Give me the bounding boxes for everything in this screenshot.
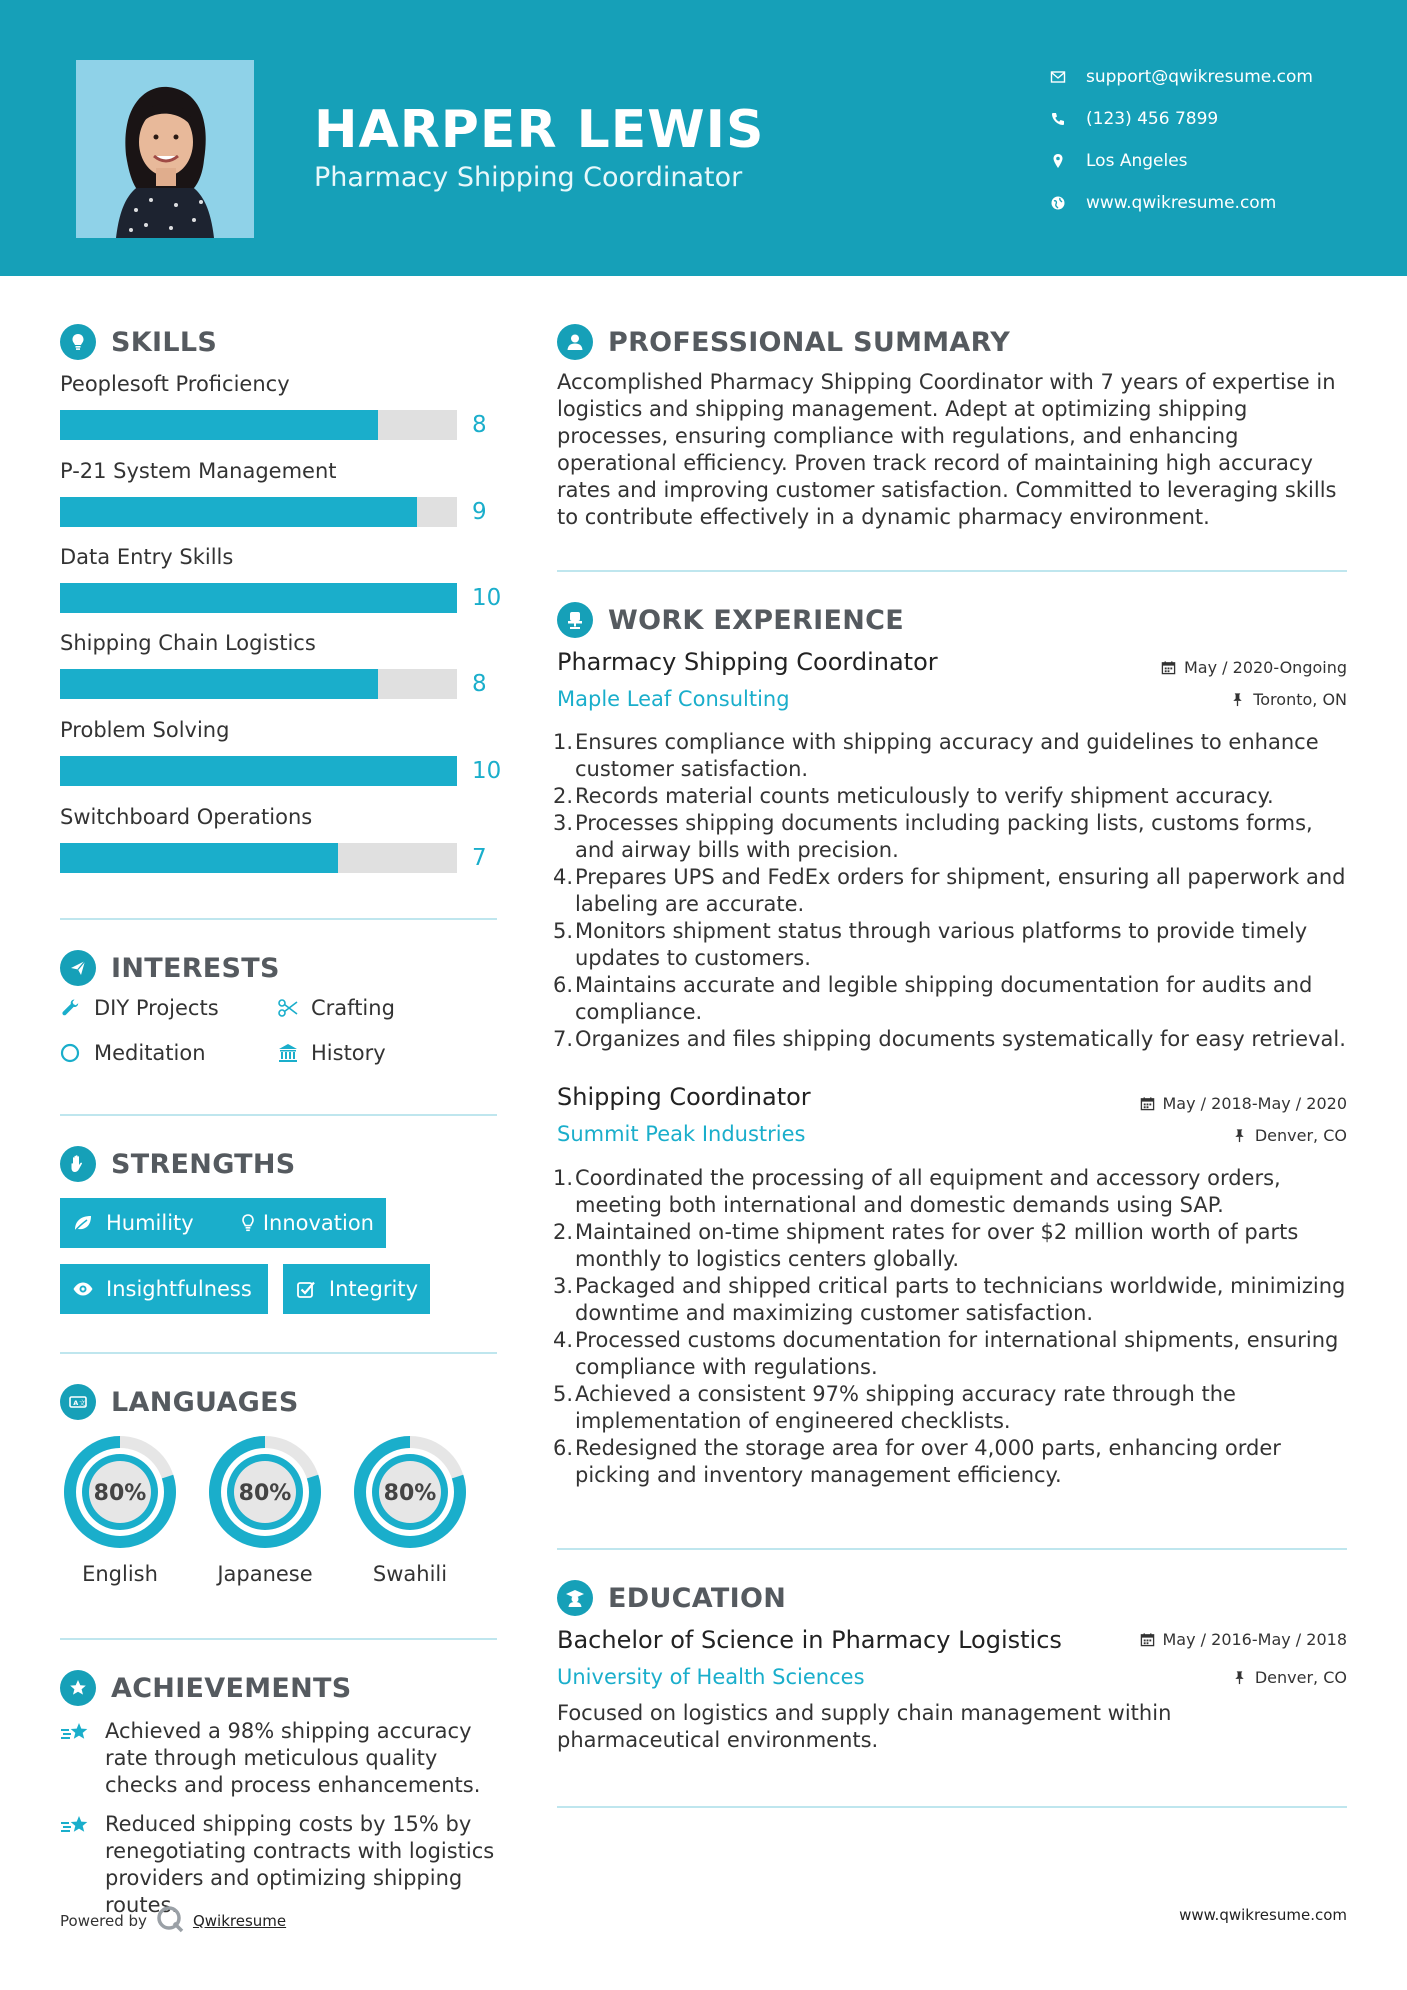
skill-bar [60,497,457,527]
strength-badge [60,1198,226,1248]
leaf-icon [72,1212,106,1234]
education-description: Focused on logistics and supply chain management within pharmaceutical environments. [557,1701,1172,1752]
skill-item [60,716,510,802]
strengths-title: STRENGTHS [111,1148,296,1180]
calendar-icon [1140,1632,1155,1647]
skill-bar [60,756,457,786]
museum-icon [277,1041,311,1065]
skill-name: P-21 System Management [60,459,337,483]
envelope-icon [1050,67,1086,87]
duty-item: 2. Maintained on-time shipment rates for over $2 million worth of parts monthly to logistics centers globally. [553,1220,1299,1271]
qwikresume-logo-icon [155,1904,185,1938]
checkbox-icon [295,1278,329,1300]
language-item [203,1430,327,1586]
shooting-star-icon [60,1718,105,1799]
duty-text: Records material counts meticulously to verify shipment accuracy. [575,784,1274,808]
language-name: Swahili [372,1562,448,1586]
languages-title: LANGUAGES [111,1386,299,1418]
job-company: Maple Leaf Consulting [557,687,790,711]
job-title: Pharmacy Shipping Coordinator [557,648,938,676]
duty-text: Ensures compliance with shipping accuracy and guidelines to enhance customer satisfaction. [575,730,1319,781]
duty-text: Maintained on-time shipment rates for over $2 million worth of parts monthly to logistics centers globally. [575,1220,1299,1271]
interest-item [60,1041,206,1065]
duty-item: 6. Maintains accurate and legible shipping documentation for audits and compliance. [553,973,1313,1024]
achievements-title: ACHIEVEMENTS [111,1672,352,1704]
profile-photo [76,60,254,238]
education-title: EDUCATION [608,1582,787,1614]
section-divider [557,570,1347,572]
skill-value: 8 [472,412,487,438]
duty-item: 4. Processed customs documentation for international shipments, ensuring compliance with regulations. [553,1328,1339,1379]
interest-label: History [311,1041,386,1065]
duty-item: 5. Achieved a consistent 97% shipping accuracy rate through the implementation of engineered checklists. [553,1382,1236,1433]
star-badge-icon [60,1670,96,1706]
language-ring [58,1430,182,1554]
skill-name: Problem Solving [60,718,230,742]
language-percent: 80% [238,1481,292,1506]
pushpin-icon [1230,692,1245,707]
duty-item: 6. Redesigned the storage area for over 4,000 parts, enhancing order picking and inventory management efficiency. [553,1436,1281,1487]
powered-by-text: Powered by [60,1912,147,1930]
skill-value: 10 [472,585,502,611]
language-ring [203,1430,327,1554]
skill-bar-fill [60,843,338,873]
scissors-icon [277,996,311,1020]
section-divider [60,918,497,920]
strength-label: Insightfulness [106,1277,252,1301]
duty-text: Prepares UPS and FedEx orders for shipment, ensuring all paperwork and labeling are accurate. [575,865,1346,916]
map-pin-icon [1050,151,1086,171]
section-divider [60,1638,497,1640]
contact-location-text: Los Angeles [1086,151,1188,171]
section-divider [60,1352,497,1354]
candidate-name: HARPER LEWIS [314,100,765,160]
education-heading [557,1580,786,1616]
education-school: University of Health Sciences [557,1665,865,1689]
skill-name: Peoplesoft Proficiency [60,372,290,396]
strength-label: Integrity [328,1277,418,1301]
contact-location [1050,140,1380,182]
duty-item: 4. Prepares UPS and FedEx orders for shipment, ensuring all paperwork and labeling are accurate. [553,865,1346,916]
contact-website-text: www.qwikresume.com [1086,193,1277,213]
job-company: Summit Peak Industries [557,1122,806,1146]
language-name: Japanese [217,1562,313,1586]
skill-item [60,629,510,715]
section-divider [557,1806,1347,1808]
skill-bar [60,410,457,440]
interest-label: Crafting [311,996,395,1020]
language-percent: 80% [383,1481,437,1506]
lightbulb-icon [60,324,96,360]
duty-text: Maintains accurate and legible shipping documentation for audits and compliance. [575,973,1313,1024]
footer-website[interactable]: www.qwikresume.com [1179,1906,1347,1924]
section-divider [60,1114,497,1116]
strength-label: Humility [106,1211,194,1235]
experience-title: WORK EXPERIENCE [608,604,904,636]
language-name: English [82,1562,158,1586]
job-location-text: Toronto, ON [1253,690,1347,709]
strength-badge [60,1264,268,1314]
contact-list [1050,56,1380,224]
language-percent: 80% [93,1481,147,1506]
job-location [1230,690,1347,709]
education-dates [1140,1630,1348,1649]
user-icon [557,324,593,360]
skill-bar [60,843,457,873]
skill-bar-fill [60,583,457,613]
strength-badge [283,1264,430,1314]
achievement-text: Reduced shipping costs by 15% by renegotiating contracts with logistics providers and optimizing shipping routes. [105,1812,495,1917]
skills-title: SKILLS [111,326,218,358]
education-location-text: Denver, CO [1254,1668,1347,1687]
svg-text:A: A [73,1399,79,1407]
raised-hand-icon [60,1146,96,1182]
skill-item [60,543,510,629]
education-degree: Bachelor of Science in Pharmacy Logistics [557,1626,1062,1654]
duty-text: Processes shipping documents including packing lists, customs forms, and airway bills with precision. [575,811,1313,862]
circle-icon [60,1041,94,1065]
duty-text: Redesigned the storage area for over 4,000 parts, enhancing order picking and inventory management efficiency. [575,1436,1281,1487]
paper-plane-icon [60,950,96,986]
svg-text:文: 文 [79,1399,86,1407]
education-location [1232,1668,1347,1687]
phone-icon [1050,109,1086,129]
skill-name: Data Entry Skills [60,545,234,569]
briefcase-chair-icon [557,602,593,638]
interest-label: Meditation [94,1041,206,1065]
eye-icon [72,1278,106,1300]
job-dates-text: May / 2018-May / 2020 [1162,1094,1347,1113]
duty-text: Monitors shipment status through various platforms to provide timely updates to customers. [575,919,1308,970]
interests-title: INTERESTS [111,952,280,984]
strength-badge [225,1198,386,1248]
language-item [58,1430,182,1586]
achievements-heading [60,1670,352,1706]
calendar-icon [1161,660,1176,675]
skill-bar-fill [60,669,378,699]
duty-item: 1. Coordinated the processing of all equipment and accessory orders, meeting both international and domestic demands using SAP. [553,1166,1281,1217]
achievement-text: Achieved a 98% shipping accuracy rate through meticulous quality checks and process enhancements. [105,1719,481,1797]
interest-item [60,996,219,1020]
job-dates [1161,658,1347,677]
qwikresume-link[interactable]: Qwikresume [192,1912,287,1930]
footer-powered-by [60,1904,286,1938]
skill-bar-fill [60,756,457,786]
summary-text: Accomplished Pharmacy Shipping Coordinator with 7 years of expertise in logistics and shipping management. Adept at optimizing shipping processes, ensuring compliance with regulations, and enhancing operational efficiency. Proven track record of maintaining high accuracy rates and improving customer satisfaction. Committed to leveraging skills to contribute effectively in a dynamic pharmacy environment. [557,370,1337,529]
skill-value: 7 [472,845,487,871]
job-location-text: Denver, CO [1254,1126,1347,1145]
duty-text: Coordinated the processing of all equipment and accessory orders, meeting both international and domestic demands using SAP. [575,1166,1281,1217]
lightbulb-icon [237,1212,263,1234]
skill-item [60,803,510,889]
contact-email-text: support@qwikresume.com [1086,67,1313,87]
interests-heading [60,950,280,986]
interest-item [277,1041,386,1065]
job-duties [553,1165,1357,1489]
interest-label: DIY Projects [94,996,219,1020]
contact-phone-text: (123) 456 7899 [1086,109,1219,129]
duty-item: 7. Organizes and files shipping documents systematically for easy retrieval. [553,1027,1346,1051]
experience-heading [557,602,904,638]
contact-phone[interactable] [1050,98,1380,140]
duty-text: Packaged and shipped critical parts to technicians worldwide, minimizing downtime and maximizing customer satisfaction. [575,1274,1346,1325]
job-dates-text: May / 2020-Ongoing [1184,658,1347,677]
graduate-icon [557,1580,593,1616]
duty-item: 3. Processes shipping documents including packing lists, customs forms, and airway bills with precision. [553,811,1313,862]
duty-text: Organizes and files shipping documents systematically for easy retrieval. [575,1027,1346,1051]
section-divider [557,1548,1347,1550]
job-dates [1140,1094,1348,1113]
skill-bar [60,583,457,613]
skill-bar-fill [60,410,378,440]
duty-item: 5. Monitors shipment status through various platforms to provide timely updates to customers. [553,919,1308,970]
duty-text: Processed customs documentation for international shipments, ensuring compliance with regulations. [575,1328,1339,1379]
duty-item: 2. Records material counts meticulously to verify shipment accuracy. [553,784,1274,808]
education-dates-text: May / 2016-May / 2018 [1162,1630,1347,1649]
skill-name: Switchboard Operations [60,805,313,829]
skill-value: 9 [472,499,487,525]
strength-label: Innovation [262,1211,374,1235]
skill-value: 10 [472,758,502,784]
job-title: Shipping Coordinator [557,1083,811,1111]
strengths-heading [60,1146,296,1182]
candidate-title: Pharmacy Shipping Coordinator [314,162,743,193]
achievement-item [60,1811,500,1919]
language-item [348,1430,472,1586]
summary-heading [557,324,1010,360]
contact-email[interactable] [1050,56,1380,98]
summary-title: PROFESSIONAL SUMMARY [608,326,1011,358]
skill-value: 8 [472,671,487,697]
duty-item: 1. Ensures compliance with shipping accuracy and guidelines to enhance customer satisfaction. [553,730,1319,781]
skill-item [60,370,510,456]
skill-bar-fill [60,497,417,527]
skills-heading [60,324,217,360]
language-card-icon [60,1384,96,1420]
calendar-icon [1140,1096,1155,1111]
duty-item: 3. Packaged and shipped critical parts to technicians worldwide, minimizing downtime and maximizing customer satisfaction. [553,1274,1346,1325]
achievement-item [60,1718,500,1799]
language-ring [348,1430,472,1554]
skill-item [60,457,510,543]
job-location [1232,1126,1347,1145]
header-banner [0,0,1407,276]
wrench-icon [60,996,94,1020]
contact-website[interactable] [1050,182,1380,224]
duty-text: Achieved a consistent 97% shipping accuracy rate through the implementation of engineered checklists. [575,1382,1236,1433]
pushpin-icon [1232,1670,1247,1685]
shooting-star-icon [60,1811,105,1919]
interest-item [277,996,395,1020]
pushpin-icon [1232,1128,1247,1143]
skill-bar [60,669,457,699]
globe-icon [1050,193,1086,213]
job-duties [553,729,1357,1053]
skill-name: Shipping Chain Logistics [60,631,316,655]
languages-heading [60,1384,299,1420]
